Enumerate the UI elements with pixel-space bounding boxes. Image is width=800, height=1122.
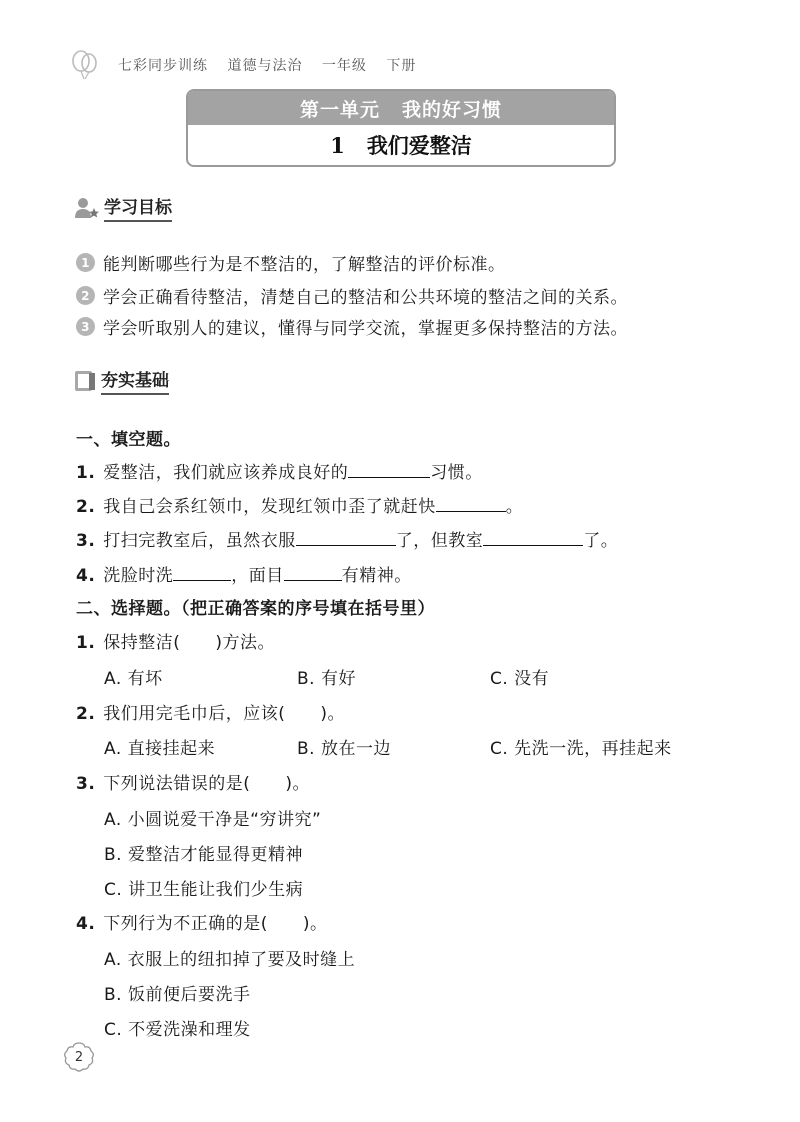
basics-heading-label: 夯实基础 (101, 366, 169, 395)
page-number: 2 (74, 1049, 84, 1065)
choice-section-title: 二、选择题。（把正确答案的序号填在括号里） (76, 599, 435, 619)
objective-text: 能判断哪些行为是不整洁的，了解整洁的评价标准。 (103, 255, 506, 275)
question-text: 了。 (583, 531, 619, 551)
fill-question-2 (76, 492, 523, 517)
header-series: 七彩同步训练 (118, 58, 208, 74)
answer-blank[interactable] (173, 564, 231, 581)
choice-option-b[interactable]: B. 饭前便后要洗手 (104, 985, 251, 1005)
question-text: 。 (505, 497, 524, 517)
running-header (118, 55, 430, 75)
question-number: 1. (76, 463, 96, 483)
lesson-name: 我们爱整洁 (366, 133, 472, 158)
question-text: ，面目 (231, 566, 284, 586)
fill-section-title: 一、填空题。 (76, 430, 181, 450)
unit-number: 第一单元 (299, 98, 380, 121)
choice-option-c[interactable]: C. 没有 (490, 669, 550, 689)
notebook-icon (74, 370, 96, 392)
lesson-title-box (186, 89, 616, 167)
question-text: 洗脸时洗 (103, 566, 174, 586)
answer-blank[interactable] (483, 529, 583, 546)
balloon-logo-icon (70, 50, 100, 80)
question-stem: 下列行为不正确的是( )。 (103, 914, 328, 934)
fill-question-3 (76, 526, 618, 551)
choice-option-a[interactable]: A. 衣服上的纽扣掉了要及时缝上 (104, 950, 356, 970)
lesson-number: 1 (330, 132, 345, 158)
choice-option-b[interactable]: B. 放在一边 (297, 739, 391, 759)
choice-option-a[interactable]: A. 直接挂起来 (104, 739, 216, 759)
objective-number-badge: 3 (76, 317, 95, 336)
answer-blank[interactable] (296, 529, 396, 546)
choice-option-b[interactable]: B. 爱整洁才能显得更精神 (104, 845, 303, 865)
answer-blank[interactable] (348, 461, 430, 478)
question-text: 我自己会系红领巾，发现红领巾歪了就赶快 (103, 497, 436, 517)
header-volume: 下册 (386, 58, 417, 74)
choice-question-3 (76, 769, 310, 794)
choice-question-4 (76, 909, 328, 934)
question-number: 3. (76, 531, 96, 551)
choice-option-b[interactable]: B. 有好 (297, 669, 356, 689)
objective-number-badge: 1 (76, 253, 95, 272)
question-text: 了，但教室 (395, 531, 484, 551)
unit-name: 我的好习惯 (402, 98, 503, 121)
choice-option-c[interactable]: C. 不爱洗澡和理发 (104, 1020, 251, 1040)
objective-text: 学会正确看待整洁，清楚自己的整洁和公共环境的整洁之间的关系。 (103, 288, 628, 308)
lesson-title (188, 127, 614, 163)
question-number: 4. (76, 914, 96, 934)
question-text: 爱整洁，我们就应该养成良好的 (103, 463, 349, 483)
question-number: 4. (76, 566, 96, 586)
choice-option-a[interactable]: A. 有坏 (104, 669, 163, 689)
question-number: 1. (76, 633, 96, 653)
answer-blank[interactable] (284, 564, 342, 581)
question-text: 有精神。 (341, 566, 412, 586)
section-basics-heading (74, 366, 169, 395)
unit-band (188, 91, 614, 125)
answer-blank[interactable] (436, 495, 506, 512)
question-stem: 下列说法错误的是( )。 (103, 774, 311, 794)
question-text: 打扫完教室后，虽然衣服 (103, 531, 296, 551)
section-objectives-heading (74, 193, 172, 222)
choice-option-c[interactable]: C. 先洗一洗，再挂起来 (490, 739, 672, 759)
question-stem: 保持整洁( )方法。 (103, 633, 276, 653)
header-subject: 道德与法治 (227, 58, 303, 74)
objective-item (76, 283, 628, 308)
question-stem: 我们用完毛巾后，应该( )。 (103, 704, 346, 724)
question-text: 习惯。 (430, 463, 483, 483)
question-number: 2. (76, 704, 96, 724)
objective-item (76, 314, 628, 339)
header-grade: 一年级 (321, 58, 367, 74)
fill-question-1 (76, 458, 483, 483)
question-number: 3. (76, 774, 96, 794)
choice-option-c[interactable]: C. 讲卫生能让我们少生病 (104, 880, 304, 900)
objectives-heading-label: 学习目标 (104, 193, 172, 222)
choice-question-2 (76, 699, 345, 724)
page-number-badge (62, 1040, 96, 1074)
question-number: 2. (76, 497, 96, 517)
choice-question-1 (76, 628, 275, 653)
objective-text: 学会听取别人的建议，懂得与同学交流，掌握更多保持整洁的方法。 (103, 319, 628, 339)
objective-item (76, 250, 506, 275)
fill-question-4 (76, 561, 412, 586)
choice-option-a[interactable]: A. 小圆说爱干净是“穷讲究” (104, 810, 322, 830)
person-star-icon (74, 197, 100, 219)
objective-number-badge: 2 (76, 286, 95, 305)
